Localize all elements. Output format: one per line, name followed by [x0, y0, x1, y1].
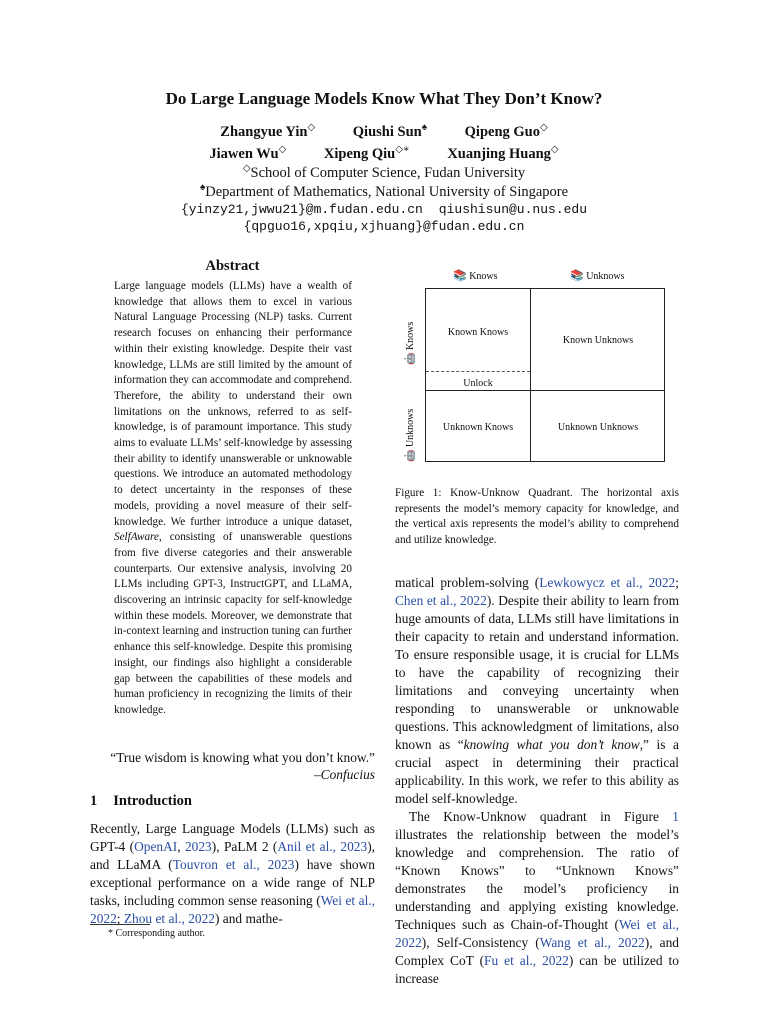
- text: ), PaLM 2 (: [211, 839, 278, 854]
- text: ). Despite their ability to learn from huge amounts of data, LLMs still have limitations in their capacity to retain and understand information. To ensure responsible usage, it is crucial for LLMs to have the capability of recognizing their limitations and conveying uncertainty when responding to unanswerable or unknowable questions. This acknowledgment of limitations, also known as “: [395, 593, 679, 752]
- text: ,” is a crucial aspect in determining their practical applicability. In this work, we refer to this ability as model self-knowledge.: [395, 737, 679, 806]
- citation-link[interactable]: Anil et al., 2023: [277, 839, 368, 854]
- label: Unknows: [586, 271, 625, 282]
- text: The Know-Unknow quadrant in Figure: [409, 809, 673, 824]
- citation-link[interactable]: Wang et al., 2022: [539, 935, 645, 950]
- books-icon: 📚: [453, 270, 467, 282]
- authors-row-2: [0, 144, 768, 163]
- right-column-text: [395, 574, 679, 988]
- citation-link[interactable]: OpenAI: [134, 839, 178, 854]
- robot-icon: 🤖: [405, 449, 416, 462]
- author-mark: ◇: [540, 122, 548, 133]
- label: Unknows: [405, 408, 416, 448]
- text: matical problem-solving (: [395, 575, 540, 590]
- citation-link[interactable]: Zhou et al., 2022: [123, 911, 215, 926]
- affiliation-2: [0, 182, 768, 201]
- text: ), and Complex CoT (: [395, 935, 680, 968]
- author-name: Jiawen Wu: [209, 145, 279, 162]
- author: [465, 124, 548, 140]
- citation-link[interactable]: Wei et al., 2022: [395, 917, 679, 950]
- section-heading: [90, 793, 192, 810]
- abstract-body: [114, 279, 352, 719]
- know-unknow-quadrant-figure: [395, 265, 685, 470]
- dataset-name: SelfAware: [114, 531, 159, 544]
- col-label-unknows: [570, 269, 625, 282]
- row-label-knows: [405, 322, 416, 365]
- affiliation-mark: ◇: [242, 163, 251, 174]
- text: ), Self-Consistency (: [421, 935, 540, 950]
- text: illustrates the relationship between the model’s knowledge and comprehension. The ratio of “Known Knows” to “Unknown Knows” demonstrates the model’s proficiency in understanding and applying existing knowledge. Techniques such as Chain-of-Thought (: [395, 827, 679, 932]
- citation-link[interactable]: Fu et al., 2022: [484, 953, 569, 968]
- email-line-1: [0, 202, 768, 217]
- author: [447, 146, 558, 162]
- robot-icon: 🤖: [405, 352, 416, 365]
- email: {qpguo16,xpqiu,xjhuang}@fudan.edu.cn: [243, 219, 525, 234]
- epigraph: [90, 749, 375, 783]
- citation-link[interactable]: Touvron et al., 2023: [172, 857, 295, 872]
- affiliation-text: School of Computer Science, Fudan University: [250, 164, 526, 181]
- emphasis: knowing what you don’t know: [463, 737, 640, 752]
- intro-paragraph: [90, 820, 375, 928]
- cell-unknown-unknows: Unknown Unknows: [557, 422, 639, 433]
- figure-caption: Figure 1: Know-Unknow Quadrant. The horizontal axis represents the model’s memory capacity for knowledge, and the vertical axis represents the model’s ability to comprehend and utilize knowledge.: [395, 487, 679, 546]
- paragraph: [395, 574, 679, 808]
- quote-author: –Confucius: [313, 767, 375, 782]
- email: {yinzy21,jwwu21}@m.fudan.edu.cn: [180, 202, 423, 217]
- abstract-text: , consisting of unanswerable questions from five diverse categories and their answerable counterparts. Our extensive analysis, involving 20 LLMs including GPT-3, InstructGPT, and LLaMA, discovering an intrinsic capacity for self-knowledge within these models. Moreover, we demonstrate that in-context learning and instruction tuning can further enhance this self-knowledge. Despite this promising insight, our findings also highlight a considerable gap between the capabilities of these models and human proficiency in recognizing the limits of their knowledge.: [114, 531, 352, 716]
- affiliation-1: [0, 163, 768, 182]
- label: Knows: [405, 321, 416, 351]
- label: Knows: [469, 271, 498, 282]
- affiliation-mark: ♠: [199, 182, 206, 193]
- paper-title: Do Large Language Models Know What They Don’t Know?: [165, 89, 603, 108]
- row-label-unknows: [405, 409, 416, 462]
- paragraph: [395, 808, 679, 988]
- abstract-heading: Abstract: [205, 258, 260, 274]
- text: Recently, Large Language Models (LLMs) such as GPT-4 (: [90, 821, 375, 854]
- author-name: Qipeng Guo: [464, 123, 540, 140]
- figure-ref-link[interactable]: 1: [672, 809, 679, 824]
- author-mark: ◇: [278, 144, 287, 155]
- author: [324, 146, 410, 162]
- affiliation-text: Department of Mathematics, National University of Singapore: [205, 183, 569, 200]
- author-name: Xuanjing Huang: [447, 145, 551, 162]
- cell-unknown-knows: Unknown Knows: [442, 422, 514, 433]
- author-mark: ◇: [550, 144, 559, 155]
- divider-horizontal: [426, 390, 664, 391]
- col-label-knows: [453, 269, 498, 282]
- section-title: Introduction: [113, 793, 192, 809]
- divider-vertical: [530, 289, 531, 461]
- quote-text: “True wisdom is knowing what you don’t know.”: [110, 750, 375, 765]
- author-mark: ♠: [421, 122, 428, 133]
- author-mark: ◇∗: [395, 144, 410, 155]
- footnote: * Corresponding author.: [108, 928, 205, 939]
- divider-dashed: [426, 371, 530, 372]
- text: ) can be utilized to increase: [395, 953, 679, 986]
- text: ), and LLaMA (: [90, 839, 376, 872]
- citation-link[interactable]: Chen et al., 2022: [395, 593, 487, 608]
- abstract-text: Large language models (LLMs) have a wealth of knowledge that allows them to excel in various Natural Language Processing (NLP) tasks. Current research focuses on enhancing their performance within their existing knowledge. Despite their vast knowledge, LLMs are still limited by the amount of information they can accommodate and comprehend. Therefore, the ability to understand their own limitations on the unknows, referred to as self-knowledge, is of paramount importance. This study aims to evaluate LLMs’ self-knowledge by assessing their ability to identify unanswerable or unknowable questions. We introduce an automated methodology to detect uncertainty in the responses of these models, providing a novel measure of their self-knowledge. We further introduce a unique dataset,: [114, 280, 352, 528]
- author: [209, 146, 286, 162]
- author-name: Zhangyue Yin: [220, 123, 308, 140]
- footnote-rule: [90, 924, 150, 925]
- author-name: Xipeng Qiu: [323, 145, 396, 162]
- text: ) have shown exceptional performance on a wide range of NLP tasks, including common sense reasoning (: [90, 857, 375, 908]
- cell-unlock: Unlock: [463, 378, 493, 389]
- author-mark: ◇: [307, 122, 316, 133]
- author: [220, 124, 315, 140]
- section-number: 1: [90, 793, 98, 809]
- text: ;: [675, 575, 679, 590]
- text: ;: [116, 911, 124, 926]
- citation-link[interactable]: 2023: [184, 839, 212, 854]
- email: qiushisun@u.nus.edu: [438, 202, 588, 217]
- cell-known-unknows: Known Unknows: [562, 335, 634, 346]
- citation-link[interactable]: Lewkowycz et al., 2022: [539, 575, 676, 590]
- citation-link[interactable]: Wei et al., 2022: [90, 893, 375, 926]
- email-line-2: [0, 219, 768, 234]
- author-name: Qiushi Sun: [352, 123, 422, 140]
- books-icon: 📚: [570, 270, 584, 282]
- quadrant-grid: [425, 288, 665, 462]
- text: ,: [177, 839, 185, 854]
- cell-known-knows: Known Knows: [447, 327, 509, 338]
- authors-row-1: [0, 122, 768, 141]
- text: ) and mathe-: [214, 911, 283, 926]
- author: [353, 124, 427, 140]
